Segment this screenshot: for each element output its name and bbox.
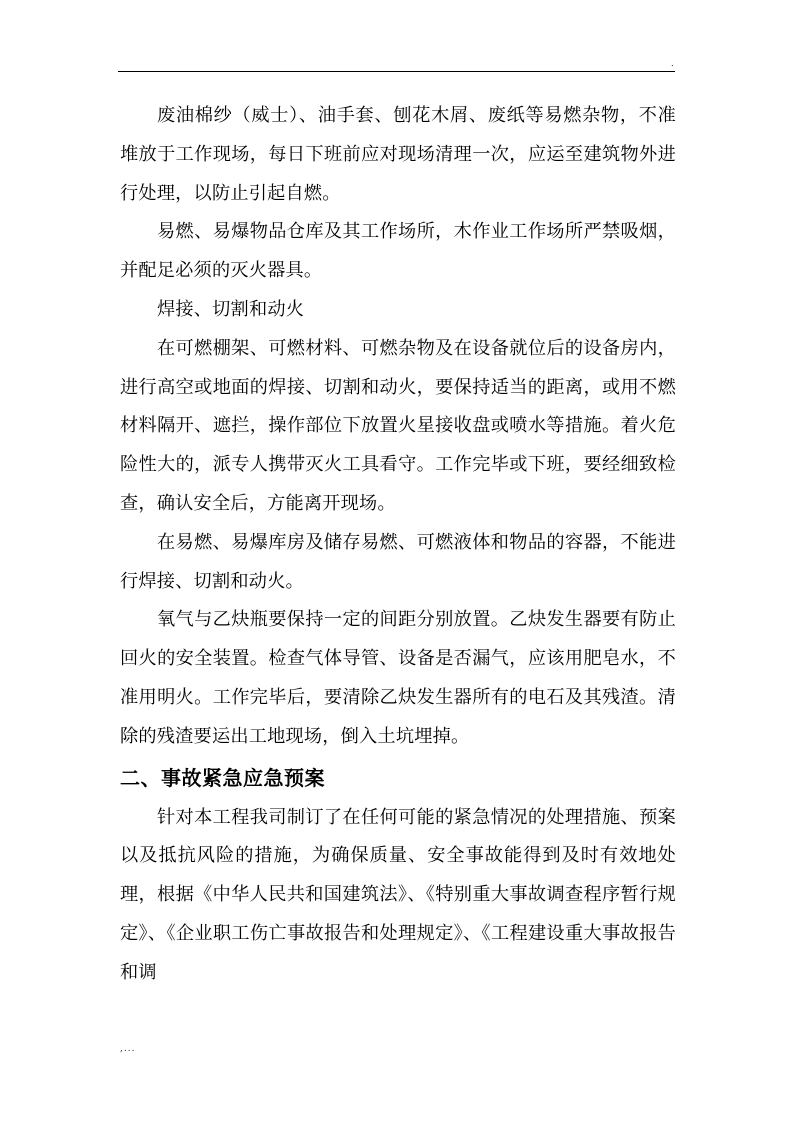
paragraph-welding-precautions: 在可燃棚架、可燃材料、可燃杂物及在设备就位后的设备房内，进行高空或地面的焊接、切割和动火，要保持适当的距离，或用不燃材料隔开、遮拦，操作部位下放置火星接收盘或喷水等措施。着火危险性大的，派专人携带灭火工具看守。工作完毕或下班，要经细致检查，确认安全后，方能离开现场。	[120, 337, 676, 514]
paragraph-flammable-waste: 废油棉纱（威士）、油手套、刨花木屑、废纸等易燃杂物，不准堆放于工作现场，每日下班前应对现场清理一次，应运至建筑物外进行处理，以防止引起自燃。	[120, 105, 676, 204]
paragraph-no-smoking: 易燃、易爆物品仓库及其工作场所，木作业工作场所严禁吸烟，并配足必须的灭火器具。	[120, 221, 676, 282]
section-heading: 二、事故紧急应急预案	[120, 765, 325, 790]
document-body	[120, 97, 676, 993]
header-mark: .	[671, 59, 674, 68]
subheading-welding: 焊接、切割和动火	[157, 298, 305, 320]
paragraph-oxygen-acetylene: 氧气与乙炔瓶要保持一定的间距分别放置。乙炔发生器要有防止回火的安全装置。检查气体导管、设备是否漏气，应该用肥皂水，不准用明火。工作完毕后，要清除乙炔发生器所有的电石及其残渣。清除的残渣要运出工地现场，倒入土坑埋掉。	[120, 609, 676, 747]
footer-mark: ,...	[120, 1044, 136, 1054]
header-rule	[118, 71, 675, 72]
paragraph-no-welding-storage: 在易燃、易爆库房及储存易燃、可燃液体和物品的容器，不能进行焊接、切割和动火。	[120, 531, 676, 592]
paragraph-emergency-plan: 针对本工程我司制订了在任何可能的紧急情况的处理措施、预案以及抵抗风险的措施，为确保质量、安全事故能得到及时有效地处理，根据《中华人民共和国建筑法》、《特别重大事故调查程序暂行规定》、《企业职工伤亡事故报告和处理规定》、《工程建设重大事故报告和调	[120, 806, 676, 983]
